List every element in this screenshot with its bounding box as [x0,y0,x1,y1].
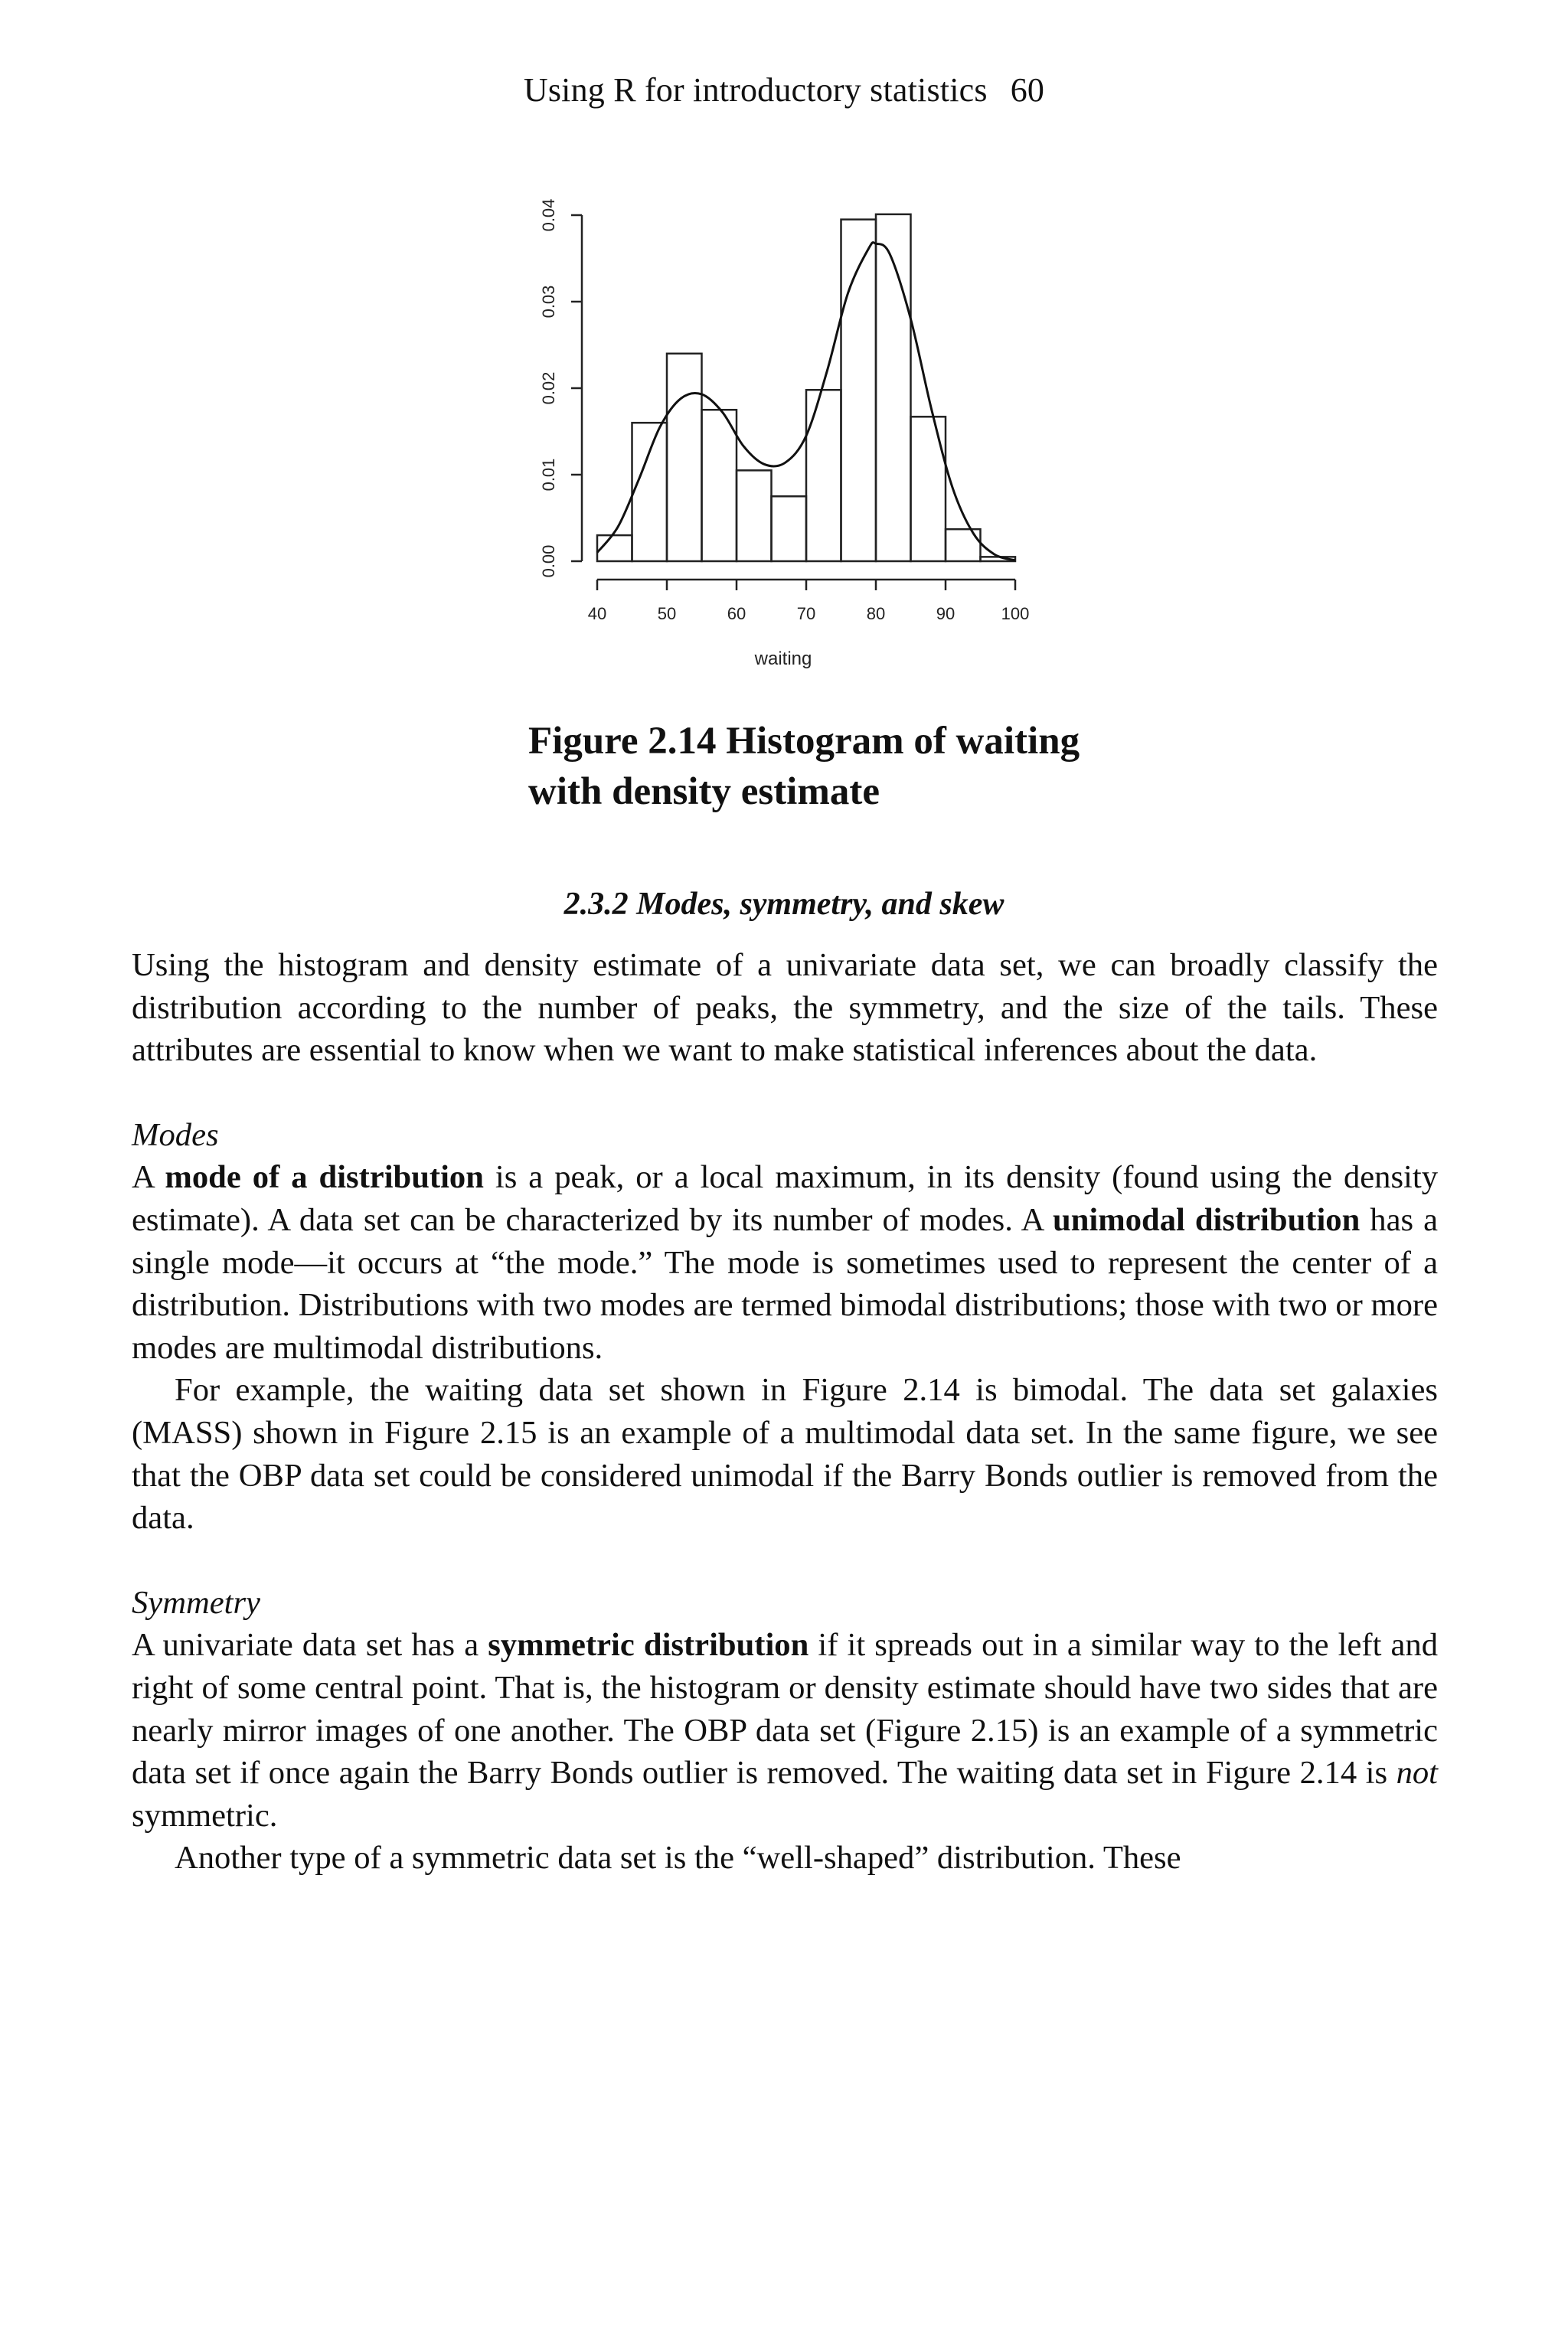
text-run: A univariate data set has a [132,1627,488,1664]
x-tick-label: 80 [866,604,886,623]
text-run: symmetric. [132,1797,278,1834]
figure-caption-line-1: Figure 2.14 Histogram of waiting [528,720,1080,763]
text-run: is a peak, or a local maximum, in its density (found using the density estimate). A data set can be characterized by its number of modes. A [132,1159,1438,1238]
emphasis-not: not [1396,1755,1438,1792]
histogram-bar [806,390,841,561]
x-axis-label: waiting [754,648,812,669]
x-tick-label: 60 [727,604,746,623]
running-head-title: Using R for introductory statistics [523,71,988,109]
term-symmetric-distribution: symmetric distribution [488,1627,809,1664]
y-tick-label: 0.00 [539,544,558,578]
symmetry-paragraph-2: Another type of a symmetric data set is the “well-shaped” distribution. These [175,1840,1181,1877]
x-axis [588,580,1030,623]
histogram-bar [667,354,702,561]
histogram-bars [597,214,1015,561]
histogram-bar [911,416,946,561]
page-number: 60 [1010,71,1045,109]
x-tick-label: 90 [936,604,956,623]
intro-paragraph: Using the histogram and density estimate of a univariate data set, we can broadly classify the distribution according to the number of peaks, the symmetry, and the size of the tails. These attributes are essential to know when we want to make statistical inferences about the data. [132,947,1438,1069]
y-axis [539,199,582,578]
text-run: A [132,1159,165,1196]
body-text [132,944,1438,1880]
histogram-bar [632,423,668,561]
histogram-bar [772,496,807,561]
y-tick-label: 0.01 [539,458,558,492]
modes-paragraph-2: For example, the waiting data set shown in Figure 2.14 is bimodal. The data set galaxies (MASS) shown in Figure 2.15 is an example of a multimodal data set. In the same figure, we see that the OBP data set could be considered unimodal if the Barry Bonds outlier is removed from the data. [132,1372,1438,1537]
histogram-chart [0,0,1568,689]
term-mode-of-distribution: mode of a distribution [165,1159,484,1196]
x-tick-label: 40 [587,604,607,623]
y-tick-label: 0.02 [539,371,558,405]
symmetry-paragraph-1 [132,1624,1438,1837]
text-run: if it spreads out in a similar way to the left and right of some central point. That is, the histogram or density estimate should have two sides that are nearly mirror images of one another. The OBP data set (Figure 2.15) is an example of a symmetric data set if once again the Barry Bonds outlier is removed. The waiting data set in Figure 2.14 is [132,1627,1439,1792]
y-tick-label: 0.04 [539,198,558,232]
x-tick-label: 100 [1001,604,1030,623]
histogram-bar [946,529,981,561]
modes-paragraph-1 [132,1156,1438,1369]
x-tick-label: 70 [796,604,816,623]
modes-heading: Modes [132,1116,219,1153]
term-unimodal-distribution: unimodal distribution [1053,1201,1361,1238]
histogram-bar [876,214,911,561]
histogram-bar [737,470,772,561]
text-run: has a single mode—it occurs at “the mode.” The mode is sometimes used to represent the center of a distribution. Distributions with two modes are termed bimodal distributions; those with two or more modes are multimodal distributions. [132,1201,1439,1366]
x-tick-label: 50 [657,604,677,623]
histogram-bar [841,220,877,561]
figure-caption-line-2: with density estimate [528,770,880,813]
histogram-bar [702,410,737,561]
figure-caption [528,716,1217,817]
y-tick-label: 0.03 [539,285,558,318]
symmetry-heading: Symmetry [132,1584,260,1621]
section-heading: 2.3.2 Modes, symmetry, and skew [564,887,1004,922]
